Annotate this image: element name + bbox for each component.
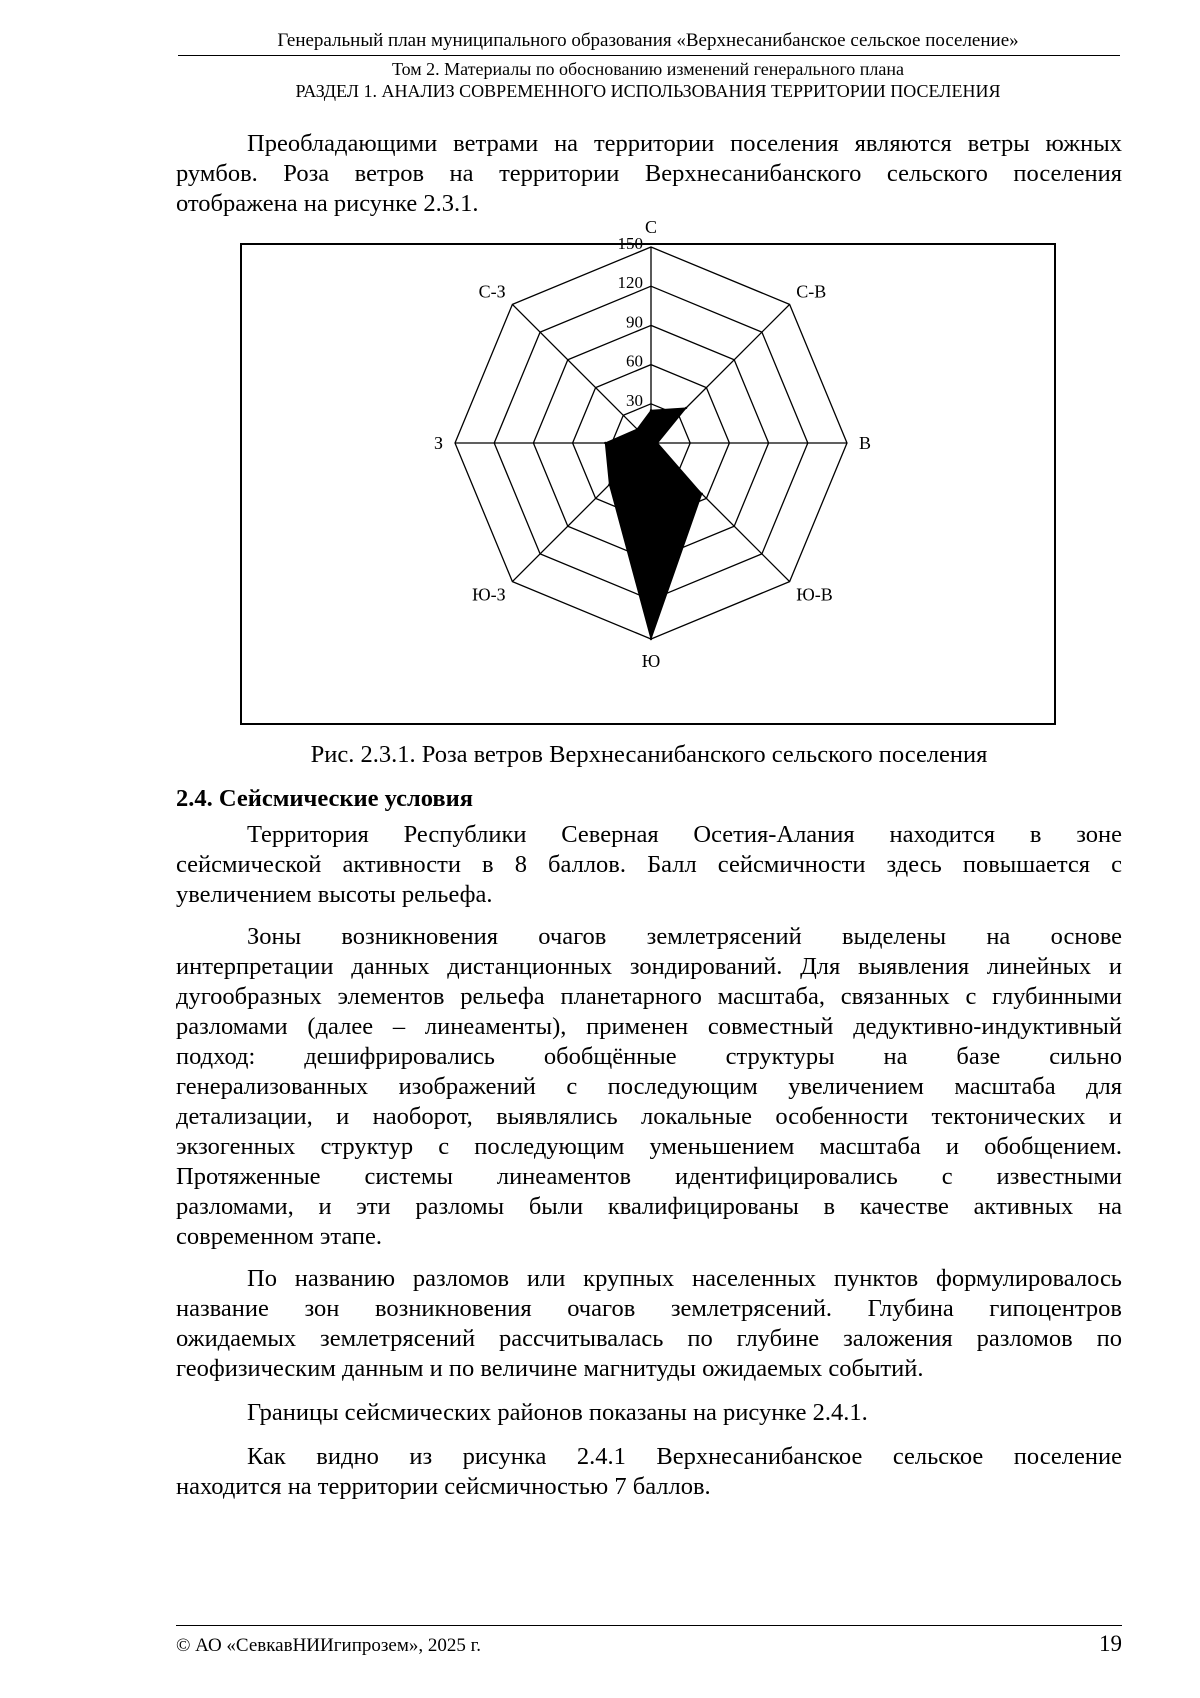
figure-caption: Рис. 2.3.1. Роза ветров Верхнесанибанского сельского поселения	[310, 741, 988, 768]
paragraph-lineaments	[176, 922, 1122, 1252]
footer-rule	[176, 1625, 1122, 1626]
paragraph-boundaries	[176, 1398, 1122, 1428]
text-line: экзогенных структур с последующим уменьшением масштаба и обобщением.	[176, 1133, 1122, 1160]
paragraph-zones-naming	[176, 1264, 1122, 1384]
page-number: 19	[1099, 1631, 1122, 1656]
text-line: Протяженные системы линеаментов идентифицировались с известными	[176, 1163, 1122, 1190]
radar-direction-label: Ю-В	[796, 584, 833, 605]
radar-tick-label: 120	[617, 273, 643, 293]
radar-direction-label: В	[859, 433, 872, 453]
text-line: разломами (далее – линеаменты), применен совместный дедуктивно-индуктивный	[176, 1013, 1122, 1040]
header-volume: Том 2. Материалы по обоснованию изменений генерального плана	[391, 59, 905, 79]
radar-direction-label: З	[433, 433, 443, 453]
radar-tick-label: 150	[617, 234, 643, 253]
wind-rose-point	[636, 428, 638, 430]
paragraph-conclusion	[176, 1442, 1122, 1502]
radar-tick-label: 90	[626, 312, 643, 332]
wind-rose-point	[608, 483, 610, 485]
text-line: Преобладающими ветрами на территории поселения являются ветры южных	[247, 130, 1122, 157]
wind-rose-point	[656, 442, 658, 444]
radar-direction-label: С-З	[478, 281, 506, 302]
text-line: подход: дешифрировались обобщённые структуры на базе сильно	[176, 1043, 1122, 1070]
header-rule	[178, 55, 1120, 56]
text-line: разломами, и эти разломы были квалифицированы в качестве активных на	[176, 1193, 1122, 1220]
header-section: РАЗДЕЛ 1. АНАЛИЗ СОВРЕМЕННОГО ИСПОЛЬЗОВАНИЯ ТЕРРИТОРИИ ПОСЕЛЕНИЯ	[295, 81, 1001, 101]
wind-rose-point	[701, 493, 703, 495]
text-line: Как видно из рисунка 2.4.1 Верхнесанибанское сельское поселение	[247, 1443, 1122, 1470]
radar-direction-label: С	[644, 217, 658, 237]
text-line: дугообразных элементов рельефа планетарного масштаба, связанных с глубинными	[176, 983, 1122, 1010]
radar-tick-label: 60	[626, 351, 643, 371]
radar-direction-label: С-В	[796, 281, 827, 302]
text-line: название зон возникновения очагов землетрясений. Глубина гипоцентров	[176, 1295, 1122, 1322]
text-line: Зоны возникновения очагов землетрясений выделены на основе	[247, 923, 1122, 950]
wind-rose-chart	[242, 217, 1054, 723]
text-line: современном этапе.	[176, 1223, 383, 1250]
text-line: румбов. Роза ветров на территории Верхнесанибанского сельского поселения	[176, 160, 1122, 187]
text-line: Территория Республики Северная Осетия-Алания находится в зоне	[247, 821, 1122, 848]
paragraph-seismic-zone	[176, 820, 1122, 910]
radar-direction-label: Ю-З	[472, 584, 506, 605]
wind-rose-figure	[240, 217, 1056, 725]
text-line: Границы сейсмических районов показаны на рисунке 2.4.1.	[247, 1399, 868, 1426]
text-line: геофизическим данным и по величине магнитуды ожидаемых событий.	[176, 1355, 924, 1382]
section-title: 2.4. Сейсмические условия	[176, 785, 473, 812]
text-line: сейсмической активности в 8 баллов. Балл сейсмичности здесь повышается с	[176, 851, 1122, 878]
wind-rose-point	[685, 407, 687, 409]
text-line: интерпретации данных дистанционных зондирований. Для выявления линейных и	[176, 953, 1122, 980]
text-line: увеличением высоты рельефа.	[176, 881, 493, 908]
header-title: Генеральный план муниципального образования «Верхнесанибанское сельское поселение»	[277, 30, 1019, 51]
text-line: находится на территории сейсмичностью 7 баллов.	[176, 1473, 711, 1500]
intro-paragraph	[176, 129, 1122, 219]
text-line: ожидаемых землетрясений рассчитывалась по глубине заложения разломов по	[176, 1325, 1122, 1352]
wind-rose-point	[650, 409, 652, 411]
radar-direction-label: Ю	[641, 651, 661, 671]
text-line: генерализованных изображений с последующим увеличением масштаба для	[176, 1073, 1122, 1100]
text-line: отображена на рисунке 2.3.1.	[176, 190, 479, 217]
wind-rose-point	[650, 638, 652, 640]
text-line: детализации, и наоборот, выявлялись локальные особенности тектонических и	[176, 1103, 1122, 1130]
footer-copyright: © АО «СевкавНИИгипрозем», 2025 г.	[176, 1635, 481, 1656]
text-line: По названию разломов или крупных населенных пунктов формулировалось	[247, 1265, 1122, 1292]
radar-tick-label: 30	[626, 390, 643, 410]
wind-rose-point	[604, 442, 606, 444]
